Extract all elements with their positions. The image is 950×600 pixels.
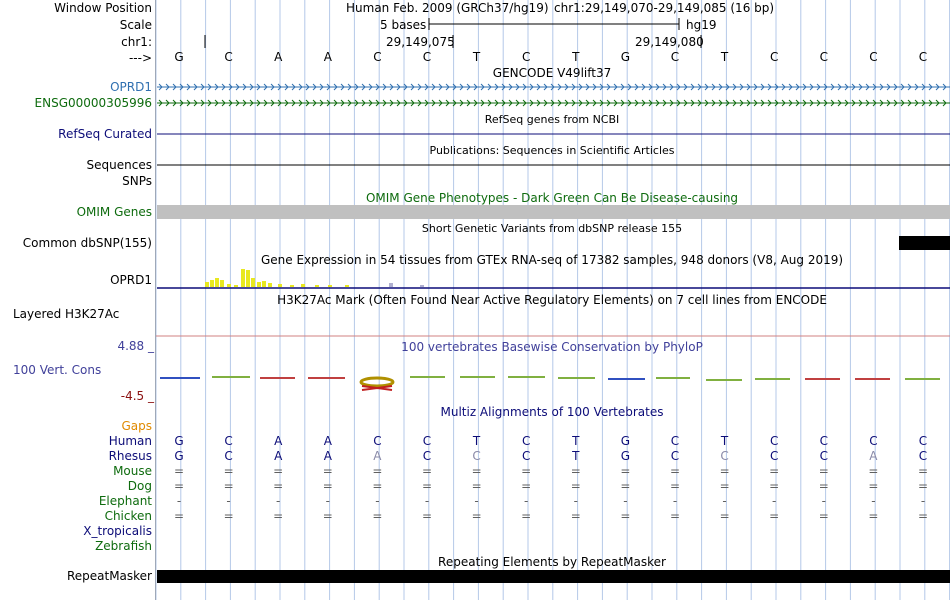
- alignment-base: =: [521, 464, 532, 478]
- alignment-base: A: [274, 434, 283, 448]
- gtex-tissue-bar: [268, 283, 272, 287]
- gtex-tissue-bar: [290, 285, 294, 287]
- species-label-mouse[interactable]: Mouse: [113, 464, 152, 478]
- alignment-base: C: [918, 434, 928, 448]
- alignment-base: =: [868, 479, 879, 493]
- gtex-tissue-bar: [257, 282, 261, 287]
- alignment-base: =: [769, 509, 780, 523]
- refseq-title: RefSeq genes from NCBI: [484, 113, 620, 126]
- gtex-tissue-bar: [420, 285, 424, 287]
- alignment-base: G: [174, 449, 184, 463]
- alignment-base: -: [325, 494, 330, 508]
- gtex-tissue-bar: [278, 284, 282, 287]
- alignment-base: C: [670, 434, 680, 448]
- alignment-base: C: [819, 449, 828, 463]
- alignment-base: =: [669, 479, 681, 493]
- alignment-base: -: [772, 494, 777, 508]
- alignment-base: C: [422, 449, 432, 463]
- alignment-base: =: [769, 464, 780, 478]
- alignment-base: =: [868, 464, 879, 478]
- base-letter: T: [720, 50, 729, 64]
- strand-label: --->: [128, 51, 152, 65]
- dbsnp-title: Short Genetic Variants from dbSNP release 155: [421, 222, 683, 235]
- alignment-base: G: [620, 449, 631, 463]
- gtex-tissue-bar: [328, 285, 332, 287]
- alignment-base: C: [819, 434, 828, 448]
- gtex-tissue-bar: [262, 281, 266, 287]
- alignment-base: -: [424, 494, 430, 508]
- track-label-h3k27ac[interactable]: Layered H3K27Ac: [13, 307, 120, 321]
- gtex-tissue-bar: [345, 285, 349, 287]
- alignment-base: =: [521, 509, 532, 523]
- alignment-base: =: [471, 464, 482, 478]
- species-label-chicken[interactable]: Chicken: [104, 509, 152, 523]
- species-label-zebrafish[interactable]: Zebrafish: [95, 539, 152, 553]
- alignment-base: =: [818, 509, 829, 523]
- alignment-base: =: [669, 464, 681, 478]
- base-letter: C: [869, 50, 878, 64]
- alignment-base: =: [570, 479, 581, 493]
- assembly-text: Human Feb. 2009 (GRCh37/hg19): [346, 1, 549, 15]
- alignment-base: =: [372, 479, 383, 493]
- alignment-base: A: [373, 449, 382, 463]
- h3k27ac-title: H3K27Ac Mark (Often Found Near Active Regulatory Elements) on 7 cell lines from ENCODE: [277, 293, 827, 307]
- gtex-tissue-bar: [241, 269, 245, 287]
- repeatmasker-bar: [157, 570, 950, 583]
- repeat-title: Repeating Elements by RepeatMasker: [438, 555, 666, 569]
- alignment-base: =: [917, 464, 929, 478]
- alignment-base: =: [719, 479, 730, 493]
- cons-title: 100 vertebrates Basewise Conservation by PhyloP: [401, 340, 703, 354]
- alignment-base: C: [224, 449, 233, 463]
- alignment-base: -: [474, 494, 479, 508]
- alignment-base: =: [421, 479, 433, 493]
- alignment-base: A: [274, 449, 283, 463]
- alignment-base: C: [422, 434, 432, 448]
- gencode-title: GENCODE V49lift37: [492, 66, 612, 80]
- alignment-base: C: [224, 434, 233, 448]
- gtex-tissue-bar: [215, 278, 219, 287]
- gtex-tissue-bar: [315, 285, 319, 287]
- alignment-base: C: [521, 449, 531, 463]
- track-label-dbsnp[interactable]: Common dbSNP(155): [22, 236, 152, 250]
- cons-peak: [361, 378, 393, 386]
- alignment-base: =: [273, 464, 284, 478]
- cons-ymax: 4.88 _: [117, 339, 154, 353]
- scale-text: 5 bases: [380, 18, 427, 32]
- alignment-base: A: [323, 449, 332, 463]
- base-letter: T: [472, 50, 481, 64]
- track-label-omim[interactable]: OMIM Genes: [76, 205, 152, 219]
- alignment-base: =: [769, 479, 780, 493]
- gtex-tissue-bar: [227, 284, 231, 287]
- species-label-rhesus[interactable]: Rhesus: [108, 449, 152, 463]
- gtex-tissue-bar: [220, 280, 224, 287]
- species-label-human[interactable]: Human: [108, 434, 152, 448]
- base-letter: C: [422, 50, 432, 64]
- track-label-repeatmasker[interactable]: RepeatMasker: [66, 569, 152, 583]
- alignment-base: -: [226, 494, 231, 508]
- alignment-base: -: [176, 494, 182, 508]
- pubs-title: Publications: Sequences in Scientific Articles: [429, 144, 675, 157]
- alignment-base: C: [472, 449, 481, 463]
- base-letter: A: [274, 50, 283, 64]
- alignment-base: T: [472, 434, 481, 448]
- alignment-base: =: [273, 509, 284, 523]
- scale-label: Scale: [119, 18, 152, 32]
- alignment-base: C: [670, 449, 680, 463]
- gtex-tissue-bar: [234, 285, 238, 287]
- alignment-base: =: [223, 479, 234, 493]
- alignment-base: -: [524, 494, 529, 508]
- alignment-base: -: [276, 494, 281, 508]
- track-label-sequences[interactable]: Sequences: [86, 158, 152, 172]
- alignment-base: -: [375, 494, 380, 508]
- coord-right: 29,149,080: [635, 35, 704, 49]
- alignment-base: =: [620, 509, 631, 523]
- base-letter: C: [670, 50, 680, 64]
- alignment-base: =: [322, 479, 333, 493]
- multiz-title: Multiz Alignments of 100 Vertebrates: [440, 405, 664, 419]
- alignment-base: -: [722, 494, 727, 508]
- track-label-cons[interactable]: 100 Vert. Cons: [13, 363, 102, 377]
- base-letter: C: [819, 50, 828, 64]
- omim-bar: [157, 205, 950, 219]
- gtex-tissue-bar: [246, 270, 250, 287]
- base-letter: G: [174, 50, 184, 64]
- chrom-label: chr1:: [121, 35, 152, 49]
- alignment-base: T: [572, 449, 580, 463]
- track-label-refseq[interactable]: RefSeq Curated: [58, 127, 152, 141]
- track-label-snps[interactable]: SNPs: [122, 174, 152, 188]
- cons-ymin: -4.5 _: [120, 389, 154, 403]
- alignment-base: -: [821, 494, 826, 508]
- gtex-tissue-bar: [301, 284, 305, 287]
- base-letter: C: [373, 50, 382, 64]
- alignment-base: G: [174, 434, 184, 448]
- alignment-base: =: [372, 464, 383, 478]
- alignment-base: =: [719, 464, 730, 478]
- species-label-elephant[interactable]: Elephant: [98, 494, 152, 508]
- omim-title: OMIM Gene Phenotypes - Dark Green Can Be Disease-causing: [365, 191, 739, 205]
- alignment-base: =: [570, 509, 581, 523]
- alignment-base: =: [173, 464, 185, 478]
- track-label-gtex[interactable]: OPRD1: [110, 273, 152, 287]
- alignment-base: -: [871, 494, 876, 508]
- track-label-oprd1[interactable]: OPRD1: [110, 80, 152, 94]
- base-letter: C: [918, 50, 928, 64]
- alignment-base: =: [471, 479, 482, 493]
- alignment-base: =: [917, 479, 929, 493]
- alignment-base: =: [372, 509, 383, 523]
- alignment-base: C: [769, 434, 779, 448]
- alignment-base: -: [672, 494, 678, 508]
- alignment-base: =: [570, 464, 581, 478]
- alignment-base: A: [869, 449, 878, 463]
- alignment-base: C: [769, 449, 779, 463]
- alignment-base: =: [620, 464, 631, 478]
- alignment-base: =: [223, 464, 234, 478]
- alignment-base: C: [373, 434, 382, 448]
- alignment-base: =: [818, 479, 829, 493]
- alignment-base: =: [273, 479, 284, 493]
- base-letter: T: [572, 50, 580, 64]
- alignment-base: =: [223, 509, 234, 523]
- gtex-tissue-bar: [251, 278, 255, 287]
- alignment-base: =: [471, 509, 482, 523]
- alignment-base: -: [573, 494, 578, 508]
- base-letter: C: [769, 50, 779, 64]
- alignment-base: =: [421, 509, 433, 523]
- track-label-gaps[interactable]: Gaps: [121, 419, 152, 433]
- alignment-base: A: [323, 434, 332, 448]
- alignment-base: C: [869, 434, 878, 448]
- alignment-base: G: [620, 434, 631, 448]
- alignment-base: -: [920, 494, 926, 508]
- gtex-tissue-bar: [389, 283, 393, 287]
- alignment-base: C: [720, 449, 729, 463]
- scale-assembly: hg19: [686, 18, 717, 32]
- gtex-title: Gene Expression in 54 tissues from GTEx RNA-seq of 17382 samples, 948 donors (V8, Aug 2019): [260, 253, 844, 267]
- gtex-tissue-bar: [205, 282, 209, 287]
- base-letter: C: [224, 50, 233, 64]
- species-label-x_tropicalis[interactable]: X_tropicalis: [83, 524, 152, 538]
- track-label-ensg[interactable]: ENSG00000305996: [34, 96, 152, 110]
- species-label-dog[interactable]: Dog: [127, 479, 152, 493]
- alignment-base: =: [322, 464, 333, 478]
- alignment-base: =: [521, 479, 532, 493]
- alignment-base: =: [868, 509, 879, 523]
- dbsnp-variant: [899, 236, 950, 250]
- alignment-base: =: [818, 464, 829, 478]
- coord-left: 29,149,075: [386, 35, 455, 49]
- alignment-base: C: [521, 434, 531, 448]
- alignment-base: C: [918, 449, 928, 463]
- alignment-base: =: [719, 509, 730, 523]
- base-letter: A: [323, 50, 332, 64]
- base-letter: G: [620, 50, 631, 64]
- alignment-base: T: [572, 434, 580, 448]
- window-position-label: Window Position: [54, 1, 152, 15]
- alignment-base: =: [620, 479, 631, 493]
- position-text: chr1:29,149,070-29,149,085 (16 bp): [554, 1, 775, 15]
- alignment-base: =: [322, 509, 333, 523]
- alignment-base: =: [421, 464, 433, 478]
- alignment-base: T: [720, 434, 729, 448]
- gtex-tissue-bar: [210, 280, 214, 287]
- alignment-base: =: [173, 479, 185, 493]
- alignment-base: =: [173, 509, 185, 523]
- alignment-base: =: [669, 509, 681, 523]
- alignment-base: -: [623, 494, 628, 508]
- alignment-base: =: [917, 509, 929, 523]
- base-letter: C: [521, 50, 531, 64]
